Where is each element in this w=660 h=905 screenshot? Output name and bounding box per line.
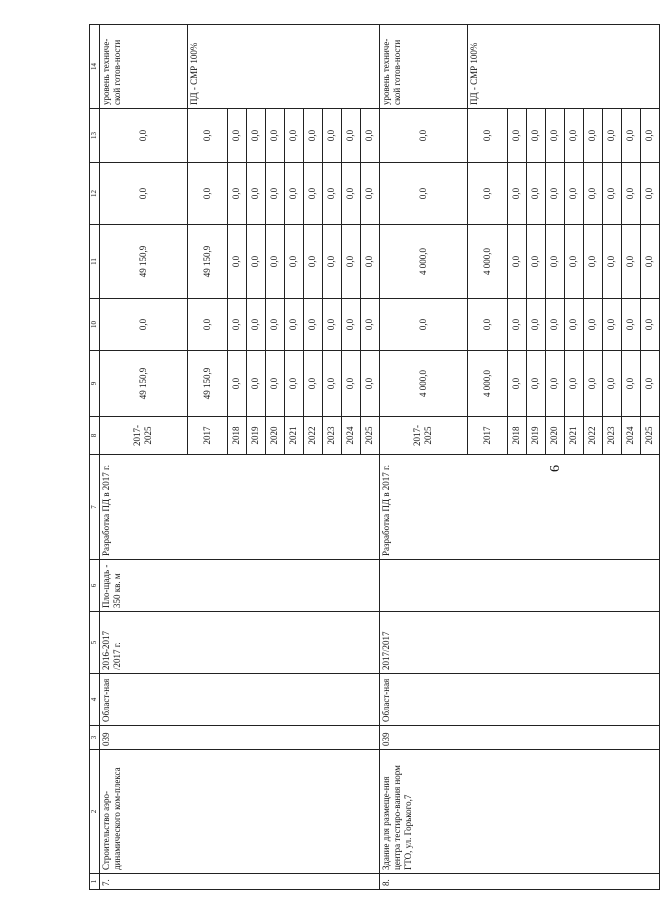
year-value: 0,0 bbox=[284, 299, 303, 351]
column-number: 3 bbox=[90, 726, 100, 750]
design-note: Разработка ПД в 2017 г. bbox=[379, 455, 659, 560]
year-value: 0,0 bbox=[583, 299, 602, 351]
year-value: 0,0 bbox=[227, 163, 246, 225]
year-value: 0,0 bbox=[303, 225, 322, 299]
year-value: 49 150,9 bbox=[187, 225, 227, 299]
regional-funding: 49 150,9 bbox=[99, 225, 187, 299]
object-summary-row bbox=[99, 25, 187, 890]
column-number: 13 bbox=[90, 109, 100, 163]
year-value: 0,0 bbox=[284, 109, 303, 163]
year-value: 0,0 bbox=[341, 163, 360, 225]
department-code: 039 bbox=[99, 726, 379, 750]
year-value: 0,0 bbox=[583, 225, 602, 299]
year-value: 0,0 bbox=[265, 299, 284, 351]
column-number: 6 bbox=[90, 560, 100, 612]
page-number: 6 bbox=[548, 465, 563, 472]
year-value: 0,0 bbox=[583, 109, 602, 163]
year-value: 0,0 bbox=[526, 299, 545, 351]
year-value: 0,0 bbox=[341, 109, 360, 163]
year-value: 0,0 bbox=[583, 163, 602, 225]
year-value: 0,0 bbox=[621, 299, 640, 351]
year-value: 0,0 bbox=[545, 351, 564, 417]
year: 2022 bbox=[583, 417, 602, 455]
column-number: 2 bbox=[90, 750, 100, 874]
year-value: 0,0 bbox=[284, 225, 303, 299]
year-value: 0,0 bbox=[227, 351, 246, 417]
year-value: 0,0 bbox=[640, 299, 659, 351]
federal-funding: 0,0 bbox=[99, 299, 187, 351]
object-number: 8. bbox=[379, 874, 659, 890]
year: 2017 bbox=[467, 417, 507, 455]
year-value: 0,0 bbox=[564, 163, 583, 225]
year-value: 0,0 bbox=[360, 299, 379, 351]
year: 2024 bbox=[341, 417, 360, 455]
column-number: 1 bbox=[90, 874, 100, 890]
year: 2019 bbox=[246, 417, 265, 455]
year: 2023 bbox=[602, 417, 621, 455]
year-value: 0,0 bbox=[526, 351, 545, 417]
year: 2018 bbox=[507, 417, 526, 455]
year-value: 0,0 bbox=[621, 225, 640, 299]
year-value: 0,0 bbox=[322, 351, 341, 417]
year: 2021 bbox=[284, 417, 303, 455]
year-value: 0,0 bbox=[246, 163, 265, 225]
year-value: 0,0 bbox=[227, 109, 246, 163]
year-value: 0,0 bbox=[602, 109, 621, 163]
year-value: 0,0 bbox=[545, 299, 564, 351]
period-range: 2017-2025 bbox=[379, 417, 467, 455]
column-number: 9 bbox=[90, 351, 100, 417]
year-value: 0,0 bbox=[246, 109, 265, 163]
readiness-label: уровень техниче-ской готов-ности bbox=[379, 25, 467, 109]
readiness-label: уровень техниче-ской готов-ности bbox=[99, 25, 187, 109]
column-number: 12 bbox=[90, 163, 100, 225]
object-capacity bbox=[379, 560, 659, 612]
year-value: 0,0 bbox=[602, 163, 621, 225]
year-value: 0,0 bbox=[507, 225, 526, 299]
year-value: 0,0 bbox=[545, 163, 564, 225]
year-value: 0,0 bbox=[564, 299, 583, 351]
year-value: 0,0 bbox=[564, 109, 583, 163]
year-value: 0,0 bbox=[303, 163, 322, 225]
year-value: 0,0 bbox=[303, 351, 322, 417]
year-value: 0,0 bbox=[265, 351, 284, 417]
year-value: 0,0 bbox=[360, 351, 379, 417]
ownership-level: Област-ная bbox=[379, 674, 659, 726]
year-value: 0,0 bbox=[507, 109, 526, 163]
year-value: 0,0 bbox=[545, 225, 564, 299]
year-value: 0,0 bbox=[341, 351, 360, 417]
year-value: 0,0 bbox=[284, 163, 303, 225]
year-value: 0,0 bbox=[467, 109, 507, 163]
year-value: 4 000,0 bbox=[467, 351, 507, 417]
year-value: 0,0 bbox=[187, 299, 227, 351]
year: 2025 bbox=[360, 417, 379, 455]
year-value: 0,0 bbox=[545, 109, 564, 163]
year-value: 0,0 bbox=[526, 109, 545, 163]
year-value: 0,0 bbox=[564, 225, 583, 299]
year-value: 0,0 bbox=[303, 109, 322, 163]
year-value: 4 000,0 bbox=[467, 225, 507, 299]
year-value: 0,0 bbox=[640, 163, 659, 225]
year-value: 0,0 bbox=[564, 351, 583, 417]
year-value: 0,0 bbox=[507, 299, 526, 351]
year-value: 0,0 bbox=[284, 351, 303, 417]
year-value: 0,0 bbox=[467, 299, 507, 351]
total-funding: 49 150,9 bbox=[99, 351, 187, 417]
year-value: 0,0 bbox=[265, 225, 284, 299]
year-value: 0,0 bbox=[322, 163, 341, 225]
year-value: 0,0 bbox=[322, 109, 341, 163]
year: 2023 bbox=[322, 417, 341, 455]
year-value: 0,0 bbox=[265, 163, 284, 225]
ownership-level: Област-ная bbox=[99, 674, 379, 726]
year-value: 0,0 bbox=[640, 109, 659, 163]
column-number: 11 bbox=[90, 225, 100, 299]
year-value: 0,0 bbox=[507, 163, 526, 225]
year-value: 0,0 bbox=[227, 299, 246, 351]
year-value: 0,0 bbox=[341, 299, 360, 351]
year: 2019 bbox=[526, 417, 545, 455]
construction-period: 2017/2017 bbox=[379, 612, 659, 674]
column-number: 14 bbox=[90, 25, 100, 109]
column-number: 10 bbox=[90, 299, 100, 351]
year-value: 0,0 bbox=[246, 299, 265, 351]
regional-funding: 4 000,0 bbox=[379, 225, 467, 299]
federal-funding: 0,0 bbox=[379, 299, 467, 351]
other-funding: 0,0 bbox=[99, 109, 187, 163]
period-range: 2017-2025 bbox=[99, 417, 187, 455]
year-value: 0,0 bbox=[526, 163, 545, 225]
year-value: 0,0 bbox=[341, 225, 360, 299]
column-number: 5 bbox=[90, 612, 100, 674]
investment-table bbox=[89, 24, 660, 890]
year-value: 0,0 bbox=[602, 299, 621, 351]
year: 2017 bbox=[187, 417, 227, 455]
construction-period: 2016-2017 /2017 г. bbox=[99, 612, 379, 674]
year-value: 0,0 bbox=[303, 299, 322, 351]
year-value: 0,0 bbox=[640, 351, 659, 417]
year-value: 49 150,9 bbox=[187, 351, 227, 417]
year-value: 0,0 bbox=[621, 163, 640, 225]
year-value: 0,0 bbox=[227, 225, 246, 299]
readiness-note: ПД - СМР 100% bbox=[187, 25, 379, 109]
year: 2024 bbox=[621, 417, 640, 455]
year-value: 0,0 bbox=[360, 109, 379, 163]
year-value: 0,0 bbox=[360, 225, 379, 299]
year-value: 0,0 bbox=[640, 225, 659, 299]
object-number: 7. bbox=[99, 874, 379, 890]
year-value: 0,0 bbox=[602, 225, 621, 299]
year: 2020 bbox=[265, 417, 284, 455]
column-number: 8 bbox=[90, 417, 100, 455]
year: 2021 bbox=[564, 417, 583, 455]
year-value: 0,0 bbox=[621, 351, 640, 417]
year-value: 0,0 bbox=[360, 163, 379, 225]
column-number: 4 bbox=[90, 674, 100, 726]
year-value: 0,0 bbox=[246, 351, 265, 417]
object-name: Здание для размеще-ния центра тестиро-вания норм ГТО, ул. Горького,7 bbox=[379, 750, 659, 874]
municipal-funding: 0,0 bbox=[99, 163, 187, 225]
year-value: 0,0 bbox=[507, 351, 526, 417]
object-capacity: Пло-щадь - 350 кв. м bbox=[99, 560, 379, 612]
year-value: 0,0 bbox=[322, 299, 341, 351]
municipal-funding: 0,0 bbox=[379, 163, 467, 225]
year-value: 0,0 bbox=[187, 109, 227, 163]
year: 2022 bbox=[303, 417, 322, 455]
column-number: 7 bbox=[90, 455, 100, 560]
readiness-note: ПД - СМР 100% bbox=[467, 25, 659, 109]
other-funding: 0,0 bbox=[379, 109, 467, 163]
object-name: Строительство аэро-динамического ком-плекса bbox=[99, 750, 379, 874]
year-value: 0,0 bbox=[526, 225, 545, 299]
total-funding: 4 000,0 bbox=[379, 351, 467, 417]
year-value: 0,0 bbox=[265, 109, 284, 163]
year-value: 0,0 bbox=[602, 351, 621, 417]
department-code: 039 bbox=[379, 726, 659, 750]
year-value: 0,0 bbox=[583, 351, 602, 417]
year: 2020 bbox=[545, 417, 564, 455]
year-value: 0,0 bbox=[322, 225, 341, 299]
design-note: Разработка ПД в 2017 г. bbox=[99, 455, 379, 560]
year-value: 0,0 bbox=[621, 109, 640, 163]
column-number-row bbox=[90, 25, 100, 890]
object-summary-row bbox=[379, 25, 467, 890]
year: 2018 bbox=[227, 417, 246, 455]
year-value: 0,0 bbox=[187, 163, 227, 225]
year-value: 0,0 bbox=[467, 163, 507, 225]
year: 2025 bbox=[640, 417, 659, 455]
year-value: 0,0 bbox=[246, 225, 265, 299]
